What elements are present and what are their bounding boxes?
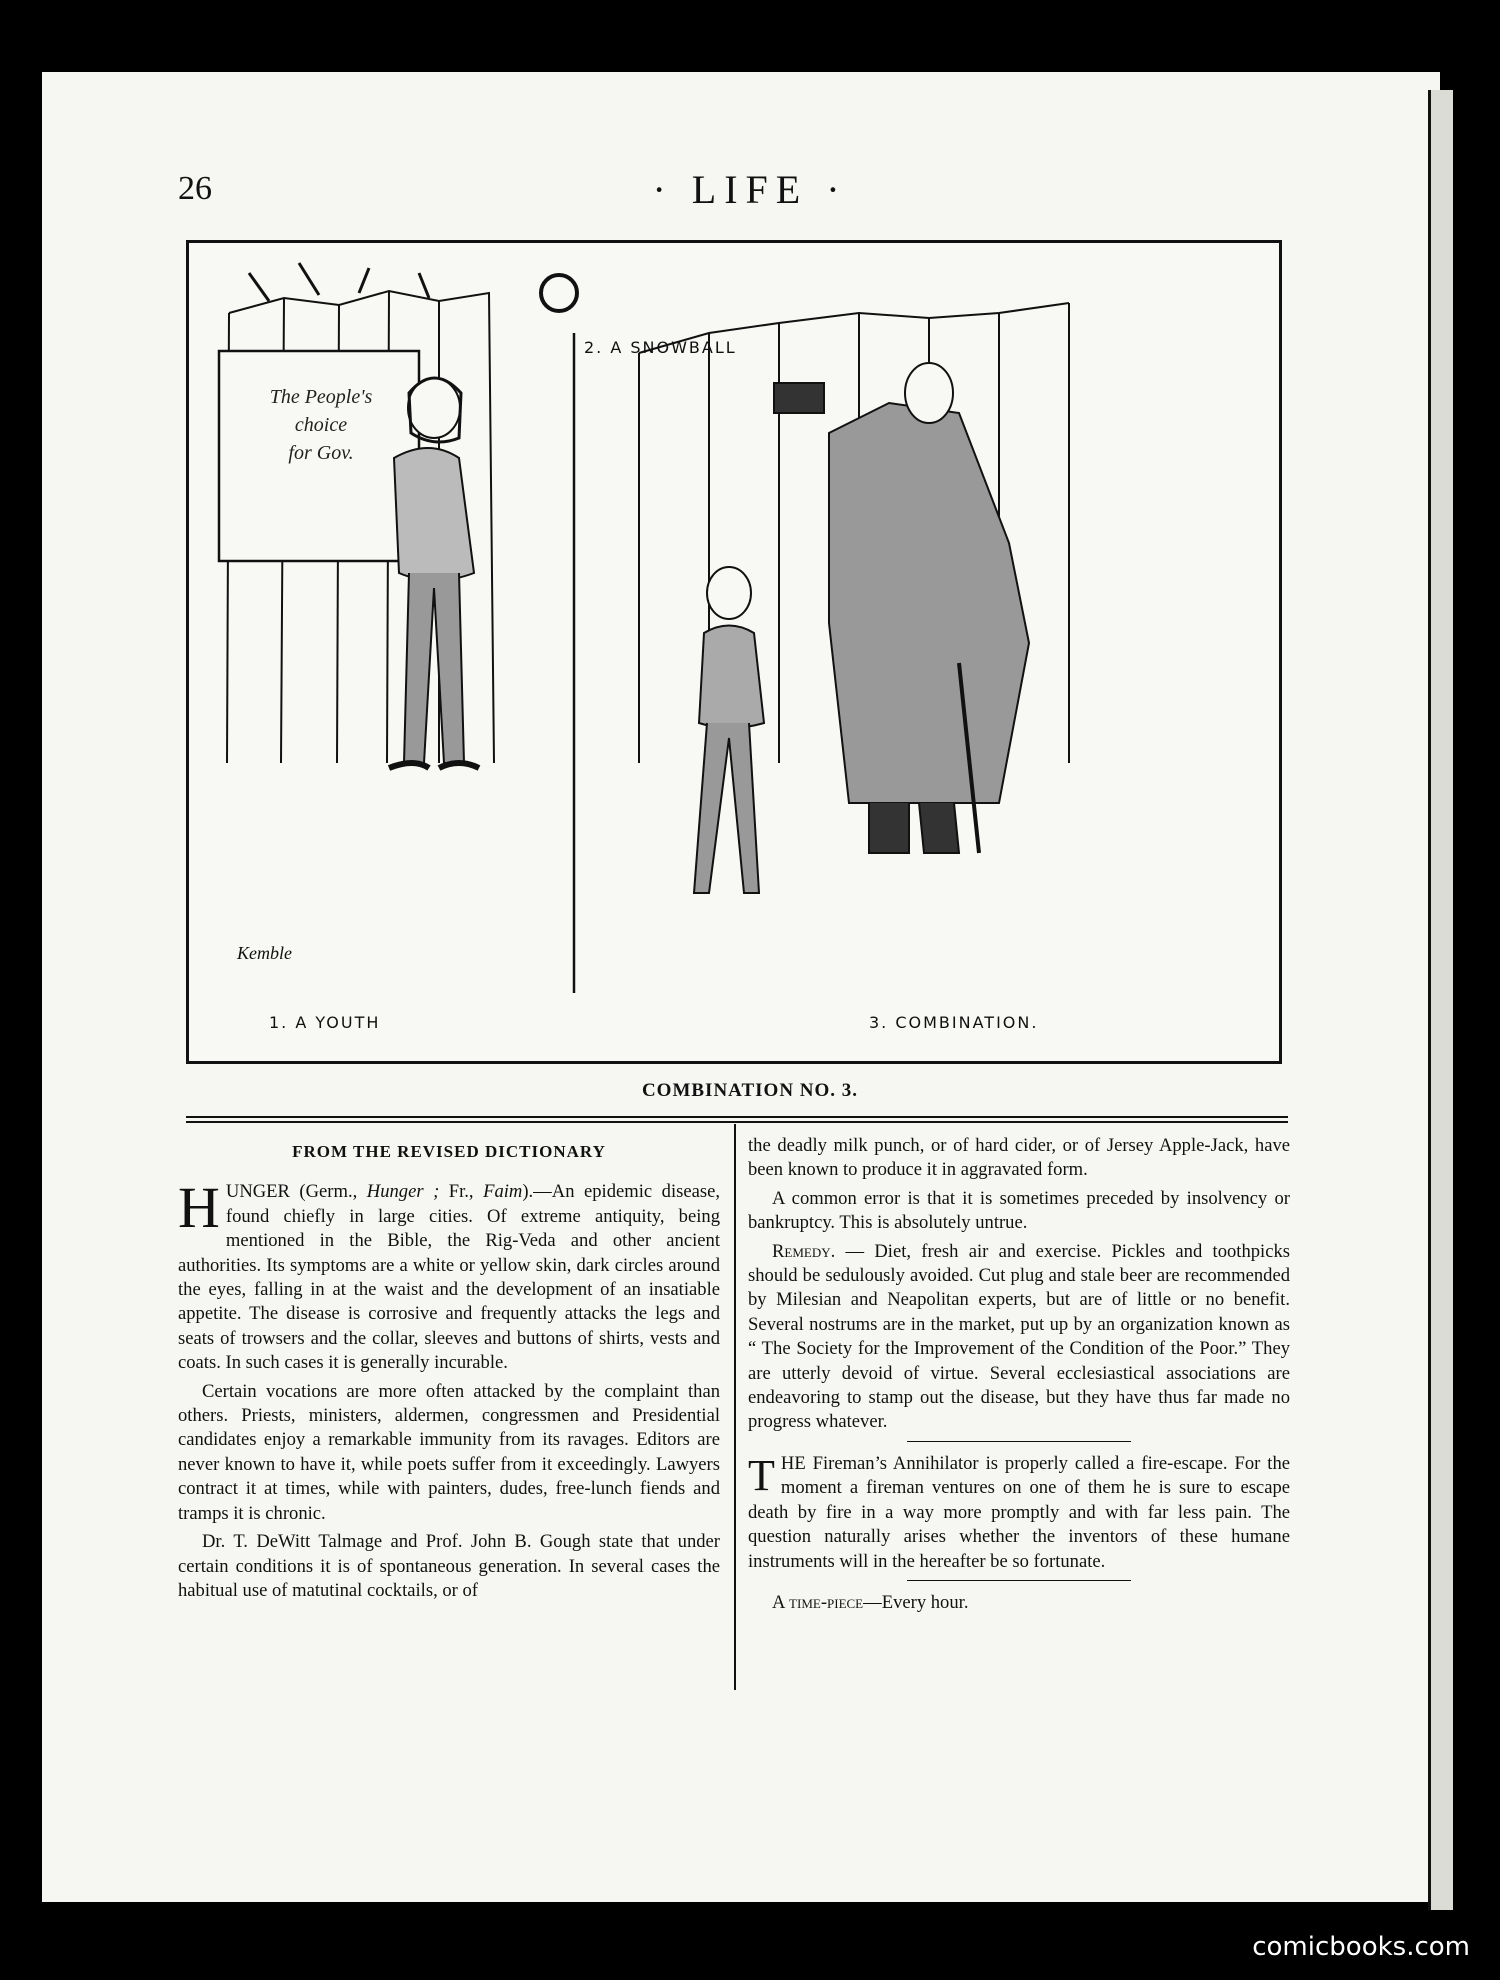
article-paragraph: Dr. T. DeWitt Talmage and Prof. John B. Gough state that under certain conditions it is of spontaneous generation. In several cases the habitual use of matutinal cocktails, or of	[178, 1531, 720, 1601]
watermark: comicbooks.com	[1252, 1932, 1470, 1962]
section-rule	[907, 1580, 1131, 1581]
page-number: 26	[178, 170, 212, 207]
text-run: UNGER (Germ.,	[225, 1181, 367, 1203]
text-run: ).—An epidemic disease, found chiefly in large cities. Of extreme antiquity, being mentioned in the Bible, the Rig-Veda and other ancient authorities. Its symptoms are a white or yellow skin, dark circles around the eyes, falling in at the waist and the development of an insatiable appetite. The disease is corrosive and frequently attacks the legs and seats of trowsers and the collar, sleeves and buttons of shirts, vests and coats. In such cases it is generally incurable.	[178, 1181, 720, 1374]
article-paragraph	[748, 1452, 1290, 1574]
divider-rule	[186, 1121, 1288, 1123]
text-run: Faim	[483, 1181, 523, 1203]
article-paragraph: A common error is that it is sometimes preceded by insolvency or bankruptcy. This is absolutely untrue.	[748, 1187, 1290, 1234]
article-heading: FROM THE REVISED DICTIONARY	[292, 1142, 606, 1161]
text-run: A time-piece	[772, 1591, 864, 1613]
old-man-figure	[774, 363, 1029, 853]
poster-line: choice	[294, 414, 348, 436]
column-separator	[734, 1124, 736, 1690]
panel3-caption: 3. COMBINATION.	[869, 1013, 1039, 1032]
snowball-drawing	[541, 275, 577, 311]
right-column	[748, 1134, 1290, 1619]
article-paragraph	[178, 1175, 720, 1375]
article-paragraph: the deadly milk punch, or of hard cider, or of Jersey Apple-Jack, have been known to produce it in aggravated form.	[748, 1135, 1290, 1181]
remedy-label: Remedy.	[772, 1240, 836, 1262]
article-paragraph	[748, 1591, 1290, 1615]
left-column	[178, 1126, 720, 1607]
text-run: HE Fireman’s Annihilator is properly called a fire-escape. For the moment a fireman ventures on one of them he is sure to escape death by fire in a way more promptly and with far less pain. The question naturally arises whether the inventors of these humane instruments will in the hereafter be so fortunate.	[748, 1452, 1290, 1572]
illustration-caption: COMBINATION NO. 3.	[641, 1080, 859, 1101]
youth-figure-combination	[694, 567, 764, 893]
poster-line: for Gov.	[288, 442, 354, 464]
election-poster	[231, 383, 411, 467]
section-rule	[907, 1441, 1131, 1442]
adjacent-page-edge	[1428, 90, 1453, 1910]
poster-line: The People's	[269, 386, 373, 408]
panel2-caption: 2. A SNOWBALL	[584, 338, 737, 357]
article-paragraph	[748, 1240, 1290, 1435]
divider-rule	[186, 1116, 1288, 1118]
text-run: — Diet, fresh air and exercise. Pickles and toothpicks should be sedulously avoided. Cut plug and stale beer are recommended by Milesian and Neapolitan experts, but are of little or no benefit. Several nostrums are in the market, put up by an organization known as “ The Society for the Improvement of the Condition of the Poor.” They are utterly devoid of virtue. Several ecclesiastical associations are endeavoring to stamp out the disease, but they have thus far made no progress whatever.	[748, 1240, 1290, 1433]
magazine-title: · LIFE ·	[652, 167, 848, 212]
drop-cap: H	[178, 1175, 220, 1241]
cartoon-illustration	[186, 240, 1282, 1064]
drop-cap: T	[748, 1450, 775, 1500]
text-run: Fr.,	[439, 1181, 484, 1203]
panel1-caption: 1. A YOUTH	[269, 1013, 381, 1032]
text-run: Hunger ;	[366, 1181, 440, 1203]
article-paragraph: Certain vocations are more often attacked by the complaint than others. Priests, ministers, aldermen, congressmen and Presidential candidates enjoy a remarkable immunity from its ravages. Editors are never known to have it, while poets suffer from it exceedingly. Lawyers contract it at times, while with painters, dudes, free-lunch fiends and tramps it is chronic.	[178, 1380, 720, 1524]
text-run: —Every hour.	[863, 1591, 969, 1613]
artist-signature: Kemble	[237, 943, 292, 963]
cartoon-drawing	[189, 243, 1279, 1061]
